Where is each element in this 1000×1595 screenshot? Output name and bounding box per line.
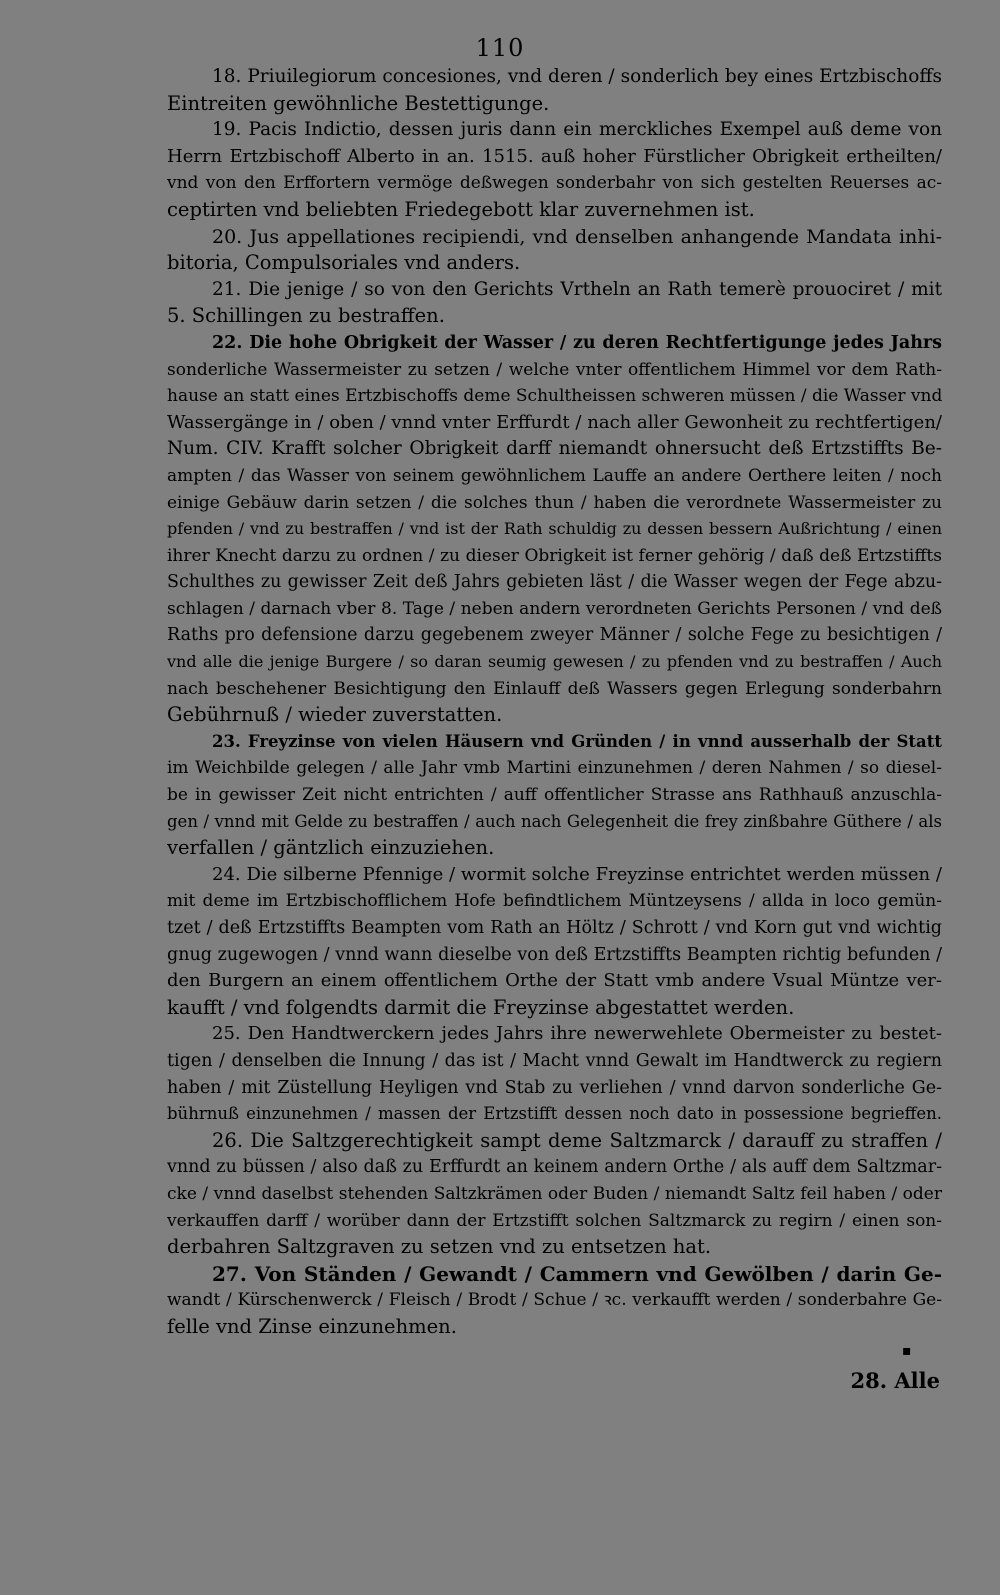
text-line: 24. Die silberne Pfennige / wormit solche Freyzinse entrichtet werden müssen /: [212, 863, 942, 885]
text-line: vnnd zu büssen / also daß zu Erffurdt an keinem andern Orthe / als auff dem Saltzmar-: [167, 1157, 942, 1178]
text-line: be in gewisser Zeit nicht entrichten / auff offentlicher Strasse ans Rathhauß anzuschla-: [167, 785, 942, 806]
text-line: vnd von den Erffortern vermöge deßwegen sonderbahr von sich gestelten Reuerses ac-: [167, 173, 942, 194]
text-line: cke / vnnd daselbst stehenden Saltzkrämen oder Buden / niemandt Saltz feil haben / oder: [167, 1183, 942, 1204]
text-line: verfallen / gäntzlich einzuziehen.: [167, 836, 495, 860]
text-line: haben / mit Züstellung Heyligen vnd Stab zu verliehen / vnnd darvon sonderliche Ge-: [167, 1077, 942, 1098]
text-line: Num. CIV. Krafft solcher Obrigkeit darff niemandt ohnersucht deß Ertzstiffts Be-: [167, 438, 942, 460]
catchword: 28. Alle: [850, 1368, 940, 1393]
body-text: [167, 64, 942, 1341]
text-line: im Weichbilde gelegen / alle Jahr vmb Martini einzunehmen / deren Nahmen / so diesel-: [167, 758, 942, 779]
text-line: sonderliche Wassermeister zu setzen / welche vnter offentlichem Himmel vor dem Rath-: [167, 359, 942, 380]
text-line: ceptirten vnd beliebten Friedegebott klar zuvernehmen ist.: [167, 197, 755, 221]
text-line: pfenden / vnd zu bestraffen / vnd ist der Rath schuldig zu dessen bessern Außrichtung / einen: [167, 519, 942, 539]
text-line: Herrn Ertzbischoff Alberto in an. 1515. auß hoher Fürstlicher Obrigkeit ertheilten/: [167, 145, 942, 167]
text-line: Schulthes zu gewisser Zeit deß Jahrs gebieten läst / die Wasser wegen der Fege abzu-: [167, 572, 942, 593]
text-line: 26. Die Saltzgerechtigkeit sampt deme Saltzmarck / darauff zu straffen /: [212, 1128, 942, 1152]
text-line: 22. Die hohe Obrigkeit der Wasser / zu deren Rechtfertigunge jedes Jahrs: [212, 332, 942, 353]
text-line: kaufft / vnd folgendts darmit die Freyzinse abgestattet werden.: [167, 995, 795, 1019]
text-line: mit deme im Ertzbischofflichem Hofe befindtlichem Müntzeysens / allda in loco gemün-: [167, 891, 942, 912]
text-line: gnug zugewogen / vnnd wann dieselbe von deß Ertzstiffts Beampten richtig befunden /: [167, 944, 942, 965]
text-line: vnd alle die jenige Burgere / so daran seumig gewesen / zu pfenden vnd zu bestraffen / Auch: [167, 652, 942, 672]
text-line: 19. Pacis Indictio, dessen juris dann ein merckliches Exempel auß deme von: [212, 119, 942, 141]
text-line: 21. Die jenige / so von den Gerichts Vrtheln an Rath temerè prouociret / mit: [212, 278, 942, 300]
text-line: ampten / das Wasser von seinem gewöhnlichem Lauffe an andere Oerthere leiten / noch: [167, 465, 942, 486]
text-line: verkauffen darff / worüber dann der Ertzstifft solchen Saltzmarck zu regirn / einen son-: [167, 1210, 942, 1231]
text-line: tzet / deß Ertzstiffts Beampten vom Rath an Höltz / Schrott / vnd Korn gut vnd wichtig: [167, 918, 942, 938]
text-line: schlagen / darnach vber 8. Tage / neben andern verordneten Gerichts Personen / vnd deß: [167, 598, 942, 619]
page-number: 110: [475, 34, 525, 62]
text-line: tigen / denselben die Innung / das ist / Macht vnnd Gewalt im Handtwerck zu regiern: [167, 1050, 942, 1071]
text-line: nach beschehener Besichtigung den Einlauff deß Wassers gegen Erlegung sonderbahrn: [167, 678, 942, 699]
text-line: Wassergänge in / oben / vnnd vnter Erffurdt / nach aller Gewonheit zu rechtfertigen/: [167, 411, 942, 433]
text-line: Gebührnuß / wieder zuverstatten.: [167, 703, 503, 727]
text-line: 25. Den Handtwerckern jedes Jahrs ihre newerwehlete Obermeister zu bestet-: [212, 1023, 942, 1045]
text-line: den Burgern an einem offentlichem Orthe der Statt vmb andere Vsual Müntze ver-: [167, 970, 942, 992]
ornament-mark: ▪: [902, 1343, 912, 1359]
text-line: 18. Priuilegiorum concesiones, vnd deren / sonderlich bey eines Ertzbischoffs: [212, 66, 942, 87]
text-line: felle vnd Zinse einzunehmen.: [167, 1314, 457, 1338]
text-line: einige Gebäuw darin setzen / die solches thun / haben die verordnete Wassermeister zu: [167, 492, 942, 513]
text-line: 27. Von Ständen / Gewandt / Cammern vnd Gewölben / darin Ge-: [212, 1261, 942, 1286]
text-line: 20. Jus appellationes recipiendi, vnd denselben anhangende Mandata inhi-: [212, 225, 942, 248]
text-line: 5. Schillingen zu bestraffen.: [167, 304, 445, 328]
text-line: bührnuß einzunehmen / massen der Ertzstifft dessen noch dato in possessione begrieffen.: [167, 1104, 942, 1124]
text-line: bitoria, Compulsoriales vnd anders.: [167, 251, 521, 275]
text-line: 23. Freyzinse von vielen Häusern vnd Gründen / in vnnd ausserhalb der Statt: [212, 731, 942, 751]
text-line: wandt / Kürschenwerck / Fleisch / Brodt / Schue / ꝛc. verkaufft werden / sonderbahre Ge-: [167, 1290, 942, 1311]
text-line: derbahren Saltzgraven zu setzen vnd zu entsetzen hat.: [167, 1235, 712, 1259]
text-line: Raths pro defensione darzu gegebenem zweyer Männer / solche Fege zu besichtigen /: [167, 625, 942, 646]
text-line: gen / vnnd mit Gelde zu bestraffen / auch nach Gelegenheit die frey zinßbahre Güthere / als: [167, 811, 942, 831]
text-line: hause an statt eines Ertzbischoffs deme Schultheissen schweren müssen / die Wasser vnd: [167, 386, 942, 407]
text-line: ihrer Knecht darzu zu ordnen / zu dieser Obrigkeit ist ferner gehörig / daß deß Ertzstiffts: [167, 545, 942, 566]
text-line: Eintreiten gewöhnliche Bestettigunge.: [167, 91, 550, 115]
